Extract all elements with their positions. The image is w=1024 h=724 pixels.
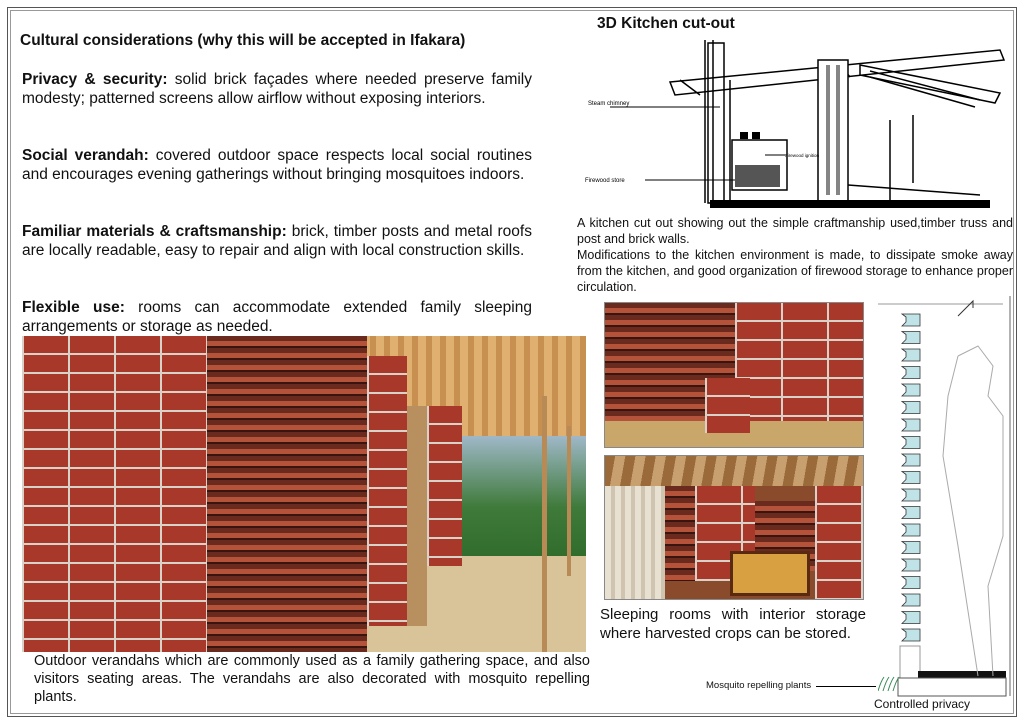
label-firewood-ignition: Firewood ignition <box>785 153 820 158</box>
kitchen-text-1: A kitchen cut out showing out the simple craftmanship used,timber truss and post and brick walls. <box>577 216 1013 246</box>
kitchen-interior-render <box>604 302 864 448</box>
louvre-brick <box>902 542 920 554</box>
louvre-brick <box>902 437 920 449</box>
louvre-brick <box>902 384 920 396</box>
label-firewood-store: Firewood store <box>585 178 625 184</box>
section-verandah <box>22 146 532 184</box>
louvre-brick <box>902 559 920 571</box>
kitchen-text-2: Modifications to the kitchen environment is made, to dissipate smoke away from the kitchen, and good organization of firewood storage to enhance proper circulation. <box>577 248 1013 294</box>
sleeping-room-render <box>604 455 864 600</box>
plants-leader-line <box>816 686 876 687</box>
verandah-caption: Outdoor verandahs which are commonly used as a family gathering space, and also visitors seating areas. The verandahs are also decorated with mosquito repelling plants. <box>34 653 590 705</box>
page-heading: Cultural considerations (why this will be accepted in Ifakara) <box>20 32 466 49</box>
label-controlled-privacy: Controlled privacy <box>874 697 971 711</box>
section-title: Privacy & security: <box>22 71 168 88</box>
label-steam-chimney: Steam chimney <box>588 101 630 107</box>
louvre-brick <box>902 577 920 589</box>
section-body: covered outdoor space respects local social routines and encourages evening gatherings without bringing mosquitoes indoors. <box>22 147 532 183</box>
louvre-brick <box>902 402 920 414</box>
section-title: Social verandah: <box>22 147 149 164</box>
louvre-brick <box>902 472 920 484</box>
louvre-brick <box>902 629 920 641</box>
section-title: Flexible use: <box>22 299 125 316</box>
section-body: brick, timber posts and metal roofs are locally readable, easy to repair and align with local construction skills. <box>22 223 532 259</box>
section-title: Familiar materials & craftsmanship: <box>22 223 287 240</box>
louvre-brick <box>902 332 920 344</box>
louvre-brick <box>902 612 920 624</box>
section-flexible <box>22 298 532 336</box>
section-materials <box>22 222 532 260</box>
louvre-brick <box>902 489 920 501</box>
louvre-brick <box>902 507 920 519</box>
privacy-section-drawing <box>878 296 1013 708</box>
kitchen-cutout-drawing <box>580 25 1010 210</box>
section-body: rooms can accommodate extended family sleeping arrangements or storage as needed. <box>22 299 532 335</box>
louvre-brick <box>902 524 920 536</box>
louvre-brick <box>902 349 920 361</box>
sleeping-caption: Sleeping rooms with interior storage where harvested crops can be stored. <box>600 606 866 642</box>
label-mosquito-plants: Mosquito repelling plants <box>706 680 812 691</box>
kitchen-title: 3D Kitchen cut-out <box>597 15 735 32</box>
kitchen-description <box>577 215 1013 295</box>
louvre-brick <box>902 314 920 326</box>
louvre-brick <box>902 594 920 606</box>
verandah-render-image <box>22 336 586 652</box>
louvre-brick <box>902 367 920 379</box>
section-body: solid brick façades where needed preserve family modesty; patterned screens allow airflow without exposing interiors. <box>22 71 532 107</box>
section-privacy <box>22 70 532 108</box>
louvre-brick <box>902 454 920 466</box>
louvre-brick <box>902 419 920 431</box>
